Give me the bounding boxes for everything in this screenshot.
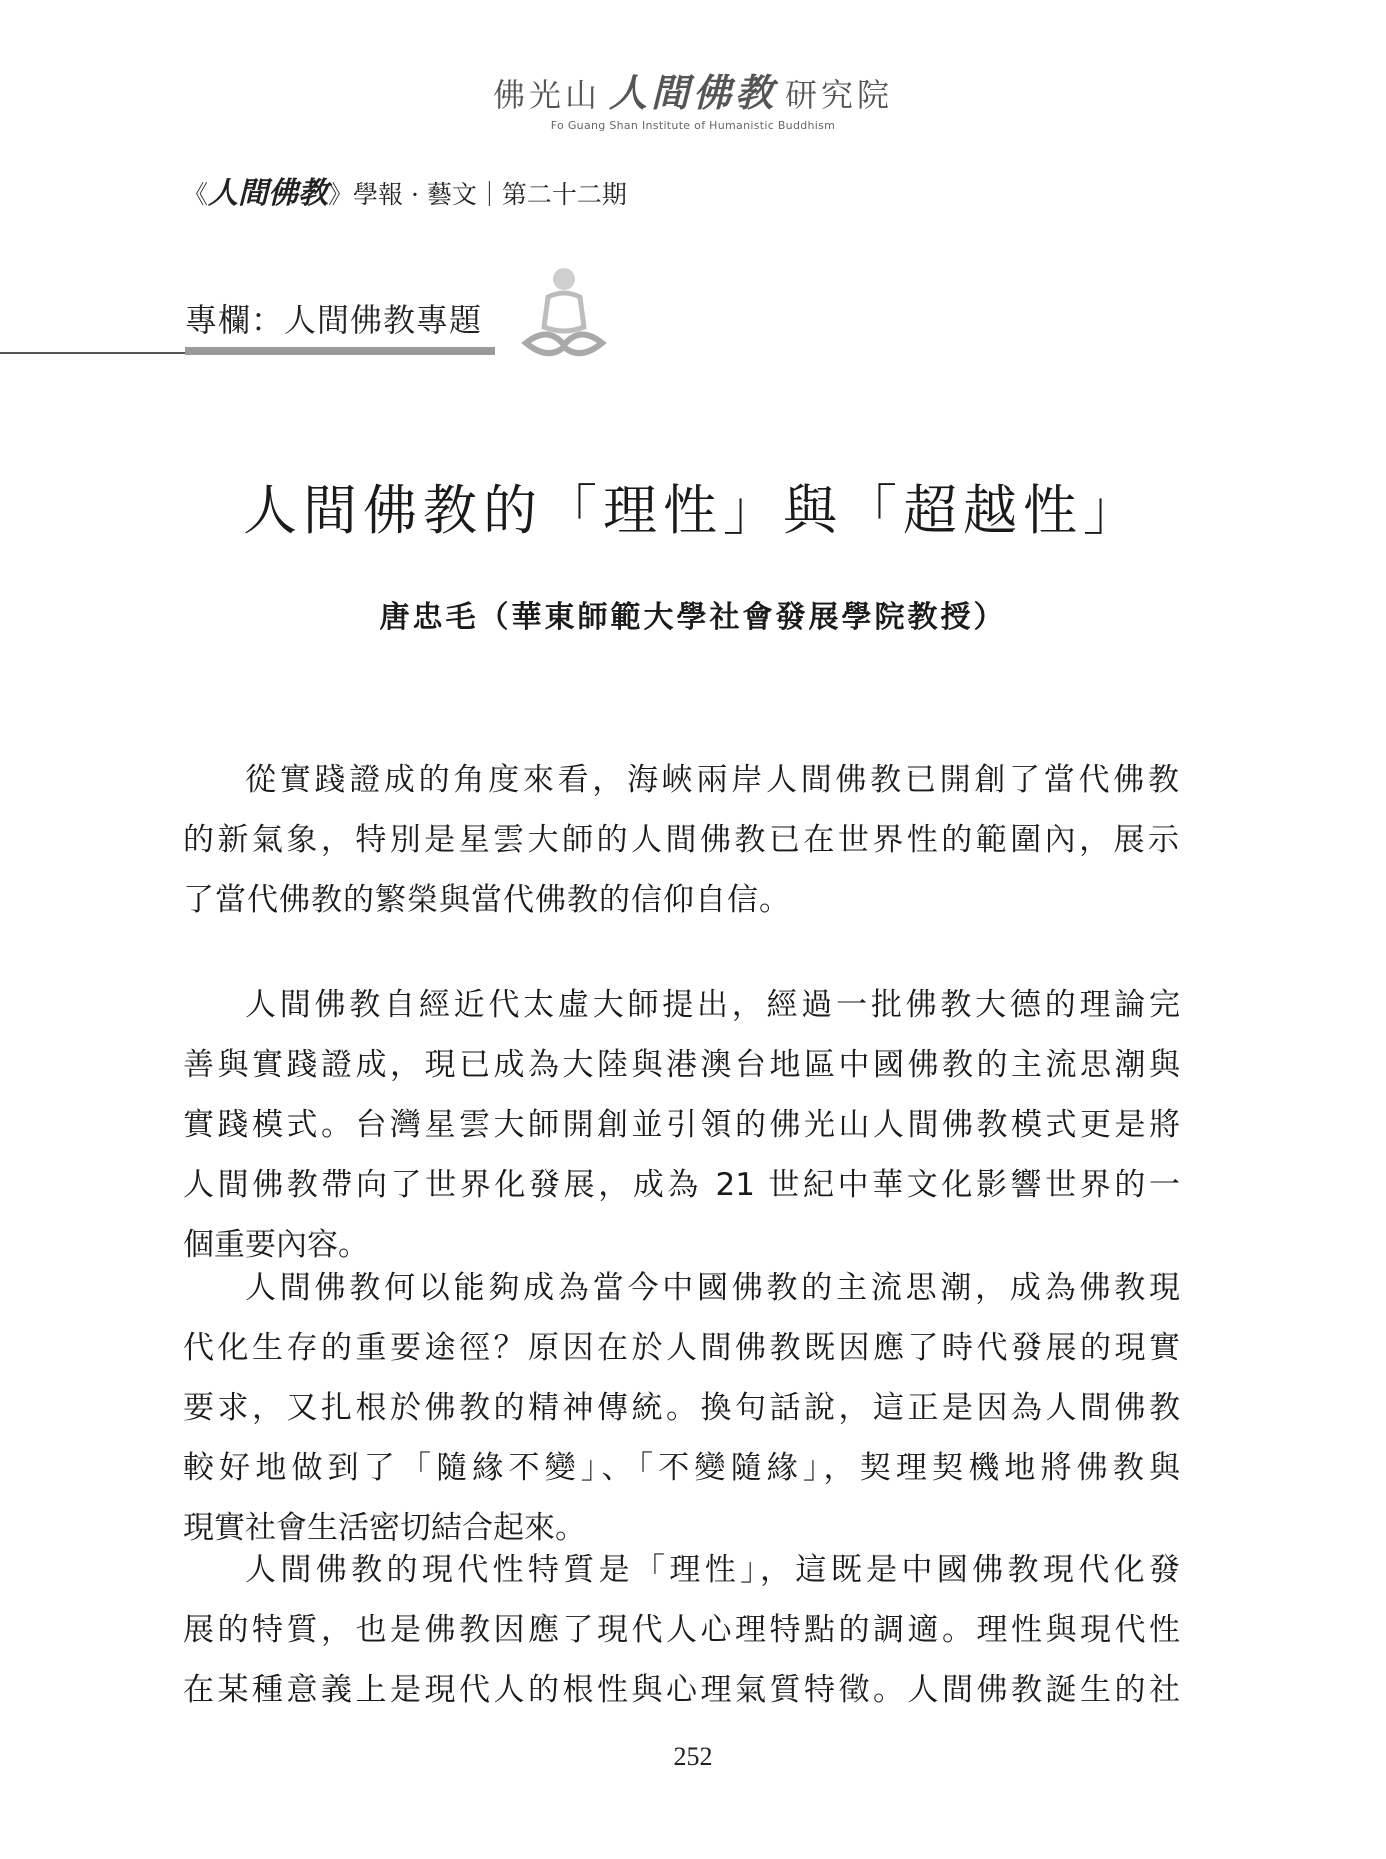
article-author: 唐忠毛（華東師範大學社會發展學院教授） bbox=[379, 600, 1007, 635]
column-label: 專欄：人間佛教專題 bbox=[185, 301, 483, 339]
paragraph-line: 現實社會生活密切結合起來。 bbox=[183, 1510, 586, 1546]
institute-english-name: Fo Guang Shan Institute of Humanistic Buddhism bbox=[550, 119, 836, 132]
paragraph-line: 個重要內容。 bbox=[183, 1227, 369, 1263]
abstract-paragraph bbox=[183, 750, 1180, 930]
journal-close-quote: 》 bbox=[328, 180, 354, 209]
institute-suffix: 研究院 bbox=[785, 76, 894, 114]
paragraph-line: 在某種意義上是現代人的根性與心理氣質特徵。人間佛教誕生的社 bbox=[183, 1672, 1180, 1708]
body-paragraph bbox=[183, 1540, 1180, 1720]
paragraph-line: 實踐模式。台灣星雲大師開創並引領的佛光山人間佛教模式更是將 bbox=[183, 1107, 1180, 1143]
institute-prefix: 佛光山 bbox=[492, 76, 601, 114]
institute-header bbox=[0, 62, 1386, 132]
body-paragraph bbox=[183, 975, 1180, 1275]
paragraph-line: 了當代佛教的繁榮與當代佛教的信仰自信。 bbox=[183, 882, 791, 918]
paragraph-line: 人間佛教自經近代太虛大師提出，經過一批佛教大德的理論完 bbox=[245, 987, 1180, 1023]
journal-issue: 學報 · 藝文｜第二十二期 bbox=[353, 180, 627, 209]
article-title: 人間佛教的「理性」與「超越性」 bbox=[243, 479, 1143, 542]
paragraph-line: 的新氣象，特別是星雲大師的人間佛教已在世界性的範圍內，展示 bbox=[183, 822, 1180, 858]
journal-running-head bbox=[183, 168, 627, 212]
journal-open-quote: 《 bbox=[183, 180, 209, 209]
paragraph-line: 人間佛教何以能夠成為當今中國佛教的主流思潮，成為佛教現 bbox=[245, 1270, 1180, 1306]
paragraph-line: 人間佛教帶向了世界化發展，成為 21 世紀中華文化影響世界的一 bbox=[183, 1167, 1180, 1203]
body-paragraph bbox=[183, 1258, 1180, 1558]
institute-brand-logo: 人間佛教 bbox=[608, 70, 777, 115]
paragraph-line: 代化生存的重要途徑？原因在於人間佛教既因應了時代發展的現實 bbox=[183, 1330, 1180, 1366]
paragraph-line: 較好地做到了「隨緣不變」、「不變隨緣」，契理契機地將佛教與 bbox=[183, 1450, 1180, 1486]
paragraph-line: 善與實踐證成，現已成為大陸與港澳台地區中國佛教的主流思潮與 bbox=[183, 1047, 1180, 1083]
journal-brand: 人間佛教 bbox=[208, 176, 329, 211]
paragraph-line: 要求，又扎根於佛教的精神傳統。換句話說，這正是因為人間佛教 bbox=[183, 1390, 1180, 1426]
page-number: 252 bbox=[673, 1742, 713, 1771]
paragraph-line: 從實踐證成的角度來看，海峽兩岸人間佛教已開創了當代佛教 bbox=[245, 762, 1180, 798]
institute-name bbox=[493, 62, 893, 117]
column-underline bbox=[185, 347, 495, 355]
meditating-figure-icon bbox=[518, 265, 610, 365]
paragraph-line: 展的特質，也是佛教因應了現代人心理特點的調適。理性與現代性 bbox=[183, 1612, 1180, 1648]
paragraph-line: 人間佛教的現代性特質是「理性」，這既是中國佛教現代化發 bbox=[245, 1552, 1180, 1588]
